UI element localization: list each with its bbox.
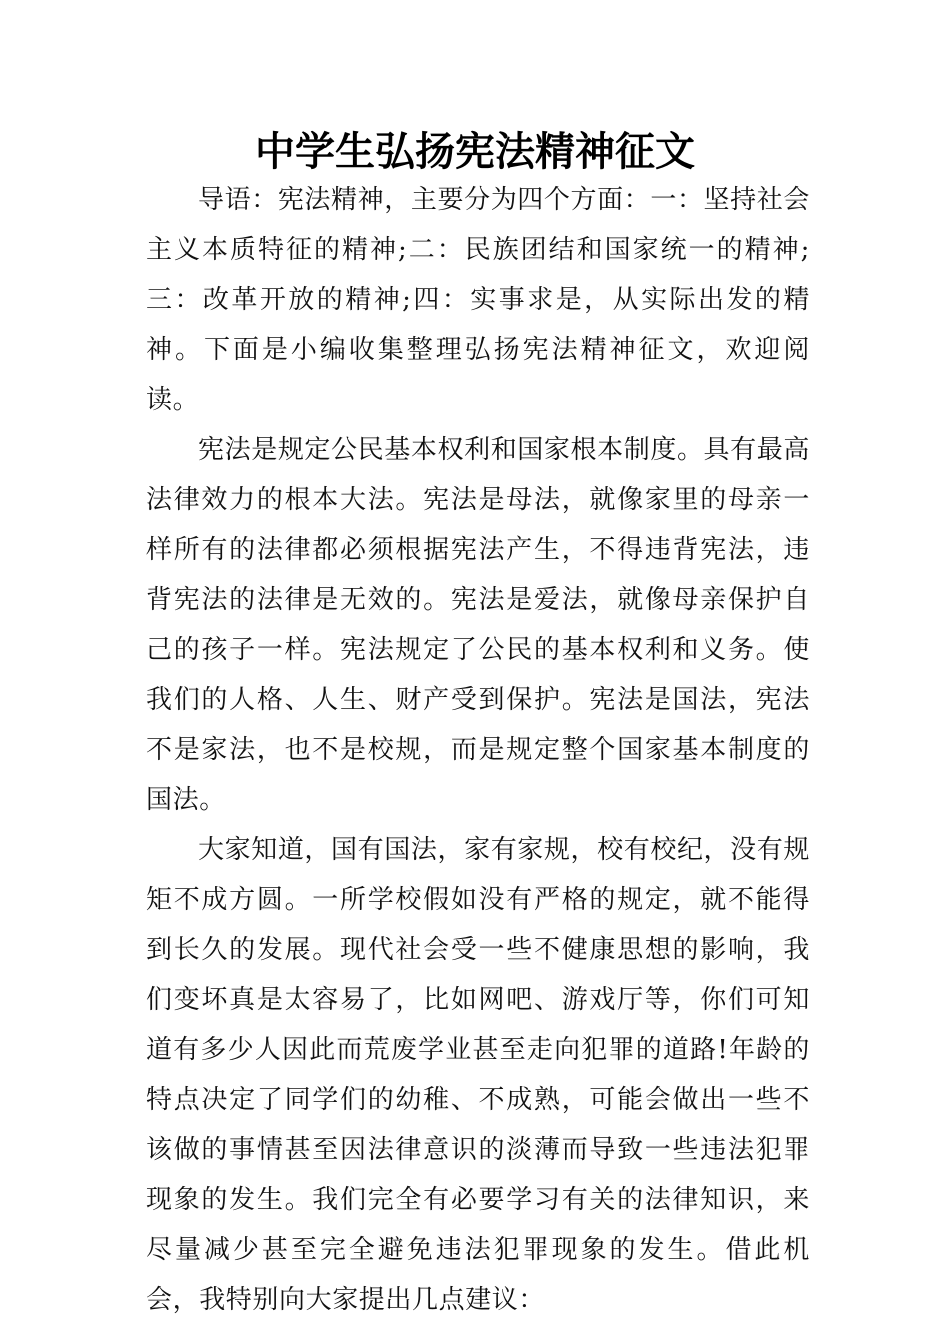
paragraph-constitution: 宪法是规定公民基本权利和国家根本制度。具有最高法律效力的根本大法。宪法是母法，就像家里的母亲一样所有的法律都必须根据宪法产生，不得违背宪法，违背宪法的法律是无效的。宪法是爱法，就像母亲保护自己的孩子一样。宪法规定了公民的基本权利和义务。使我们的人格、人生、财产受到保护。宪法是国法，宪法不是家法，也不是校规，而是规定整个国家基本制度的国法。 — [146, 435, 810, 815]
paragraph-rules: 大家知道，国有国法，家有家规，校有校纪，没有规矩不成方圆。一所学校假如没有严格的规定，就不能得到长久的发展。现代社会受一些不健康思想的影响，我们变坏真是太容易了，比如网吧、游戏厅等，你们可知道有多少人因此而荒废学业甚至走向犯罪的道路!年龄的特点决定了同学们的幼稚、不成熟，可能会做出一些不该做的事情甚至因法律意识的淡薄而导致一些违法犯罪现象的发生。我们完全有必要学习有关的法律知识，来尽量减少甚至完全避免违法犯罪现象的发生。借此机会，我特别向大家提出几点建议： — [146, 835, 810, 1315]
document-body — [146, 175, 810, 1325]
paragraph-intro: 导语：宪法精神，主要分为四个方面：一：坚持社会主义本质特征的精神;二：民族团结和国家统一的精神;三：改革开放的精神;四：实事求是，从实际出发的精神。下面是小编收集整理弘扬宪法精神征文，欢迎阅读。 — [146, 185, 810, 415]
document-title: 中学生弘扬宪法精神征文 — [255, 128, 695, 175]
